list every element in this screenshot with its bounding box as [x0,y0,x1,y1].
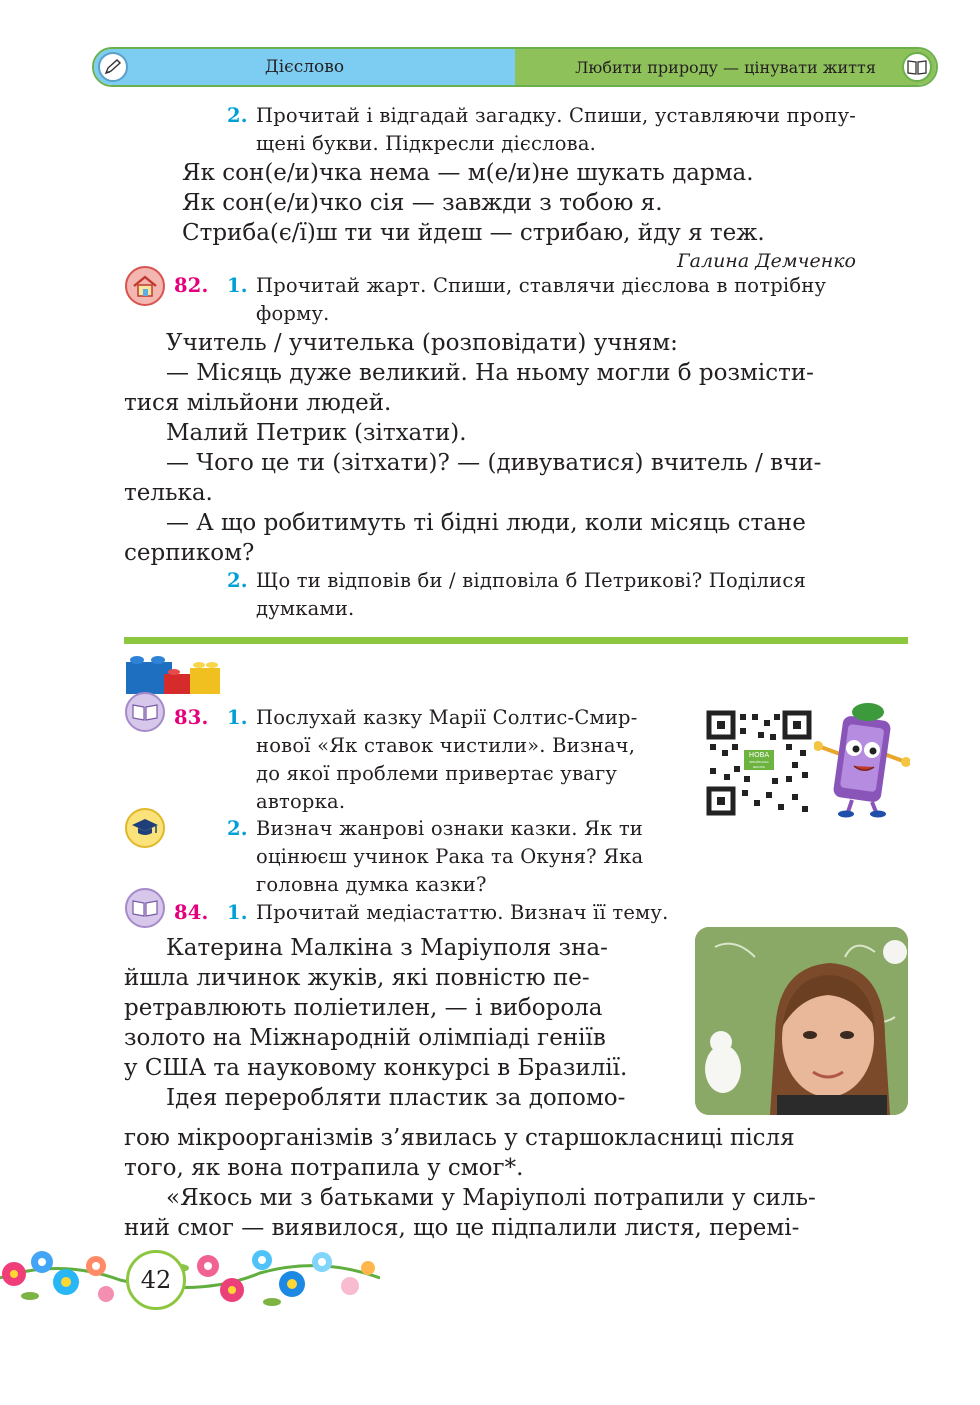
instruction-line: Послухай казку Марії Солтис-Смир- [256,706,638,729]
instruction-line: Що ти відповів би / відповіла б Петрикові? Поділися [256,569,806,592]
article-line: гою мікроорганізмів з’явилась у старшокласниці після [124,1125,795,1151]
instruction-line: авторка. [256,790,346,813]
instruction-line: Прочитай і відгадай загадку. Спиши, уставляючи пропу- [256,104,857,127]
task-number: 1. [227,706,248,729]
header-section-left [94,49,515,85]
article-line: золото на Міжнародній олімпіаді геніїв [124,1025,606,1051]
joke-line: Учитель / учителька (розповідати) учням: [166,330,678,356]
task-instruction [256,567,908,623]
joke-line: — А що робитимуть ті бідні люди, коли місяць стане [166,510,806,536]
header-title-left: Дієслово [264,57,345,77]
article-text-wrapped [124,933,678,1113]
joke-text [124,328,908,568]
section-divider [124,637,908,644]
article-line: «Якось ми з батьками у Маріуполі потрапили у силь- [166,1185,816,1211]
header-title-right: Любити природу — цінувати життя [575,57,876,77]
riddle-line: Як сон(е/и)чка нема — м(е/и)не шукать дарма. [182,160,754,186]
article-line: у США та науковому конкурсі в Бразилії. [124,1055,628,1081]
joke-line: серпиком? [124,540,255,566]
article-line: того, як вона потрапила у смог*. [124,1155,524,1181]
flower-border-icon [0,1238,380,1322]
instruction-line: щені букви. Підкресли дієслова. [256,132,597,155]
task-number: 2. [227,569,248,592]
student-photo [695,927,908,1115]
joke-line: тися мільйони людей. [124,390,392,416]
exercise-number: 83. [174,706,209,729]
task-instruction [256,102,908,158]
riddle [182,158,765,248]
header-section-right [515,49,936,85]
task-number: 2. [227,104,248,127]
instruction-line: думками. [256,597,355,620]
instruction-line: оцінюєш учинок Рака та Окуня? Яка [256,845,644,868]
task-instruction: Прочитай медіастаттю. Визнач її тему. [256,901,669,924]
task-number: 1. [227,274,248,297]
instruction-line: нової «Як ставок чистили». Визнач, [256,734,636,757]
home-icon [125,266,165,306]
article-line: ний смог — виявилося, що це підпалили листя, перемі- [124,1215,800,1241]
qr-code[interactable] [706,710,812,816]
article-line: йшла личинок жуків, які повністю пе- [124,965,590,991]
phone-mascot-icon [814,700,910,822]
open-book-icon [125,692,165,732]
page-number: 42 [126,1250,186,1310]
page-header [92,47,938,87]
instruction-line: форму. [256,302,330,325]
joke-line: телька. [124,480,213,506]
article-line: Катерина Малкіна з Маріуполя зна- [166,935,608,961]
task-instruction [256,704,686,816]
task-instruction [256,272,908,328]
instruction-line: головна думка казки? [256,873,487,896]
task-instruction [256,815,696,899]
book-icon [902,52,932,82]
open-book-icon [125,888,165,928]
instruction-line: Прочитай жарт. Спиши, ставлячи дієслова в потрібну [256,274,827,297]
article-line: Ідея переробляти пластик за допомо- [166,1085,626,1111]
qr-logo [744,750,774,770]
pen-icon [98,52,128,82]
instruction-line: до якої проблеми привертає увагу [256,762,618,785]
qr-logo-title: НОВА [748,751,770,759]
graduation-cap-icon [125,808,165,848]
exercise-number: 84. [174,901,209,924]
task-number: 1. [227,901,248,924]
article-text [124,1123,908,1243]
joke-line: Малий Петрик (зітхати). [166,420,467,446]
exercise-number: 82. [174,274,209,297]
riddle-line: Як сон(е/и)чко сія — завжди з тобою я. [182,190,663,216]
task-number: 2. [227,817,248,840]
joke-line: — Місяць дуже великий. На ньому могли б розмісти- [166,360,814,386]
article-line: ретравлюють поліетилен, — і виборола [124,995,603,1021]
riddle-line: Стриба(є/ї)ш ти чи йдеш — стрибаю, йду я теж. [182,220,765,246]
instruction-line: Визнач жанрові ознаки казки. Як ти [256,817,644,840]
joke-line: — Чого це ти (зітхати)? — (дивуватися) вчитель / вчи- [166,450,822,476]
riddle-author: Галина Демченко [677,250,856,272]
qr-logo-subtitle: УКРАЇНСЬКА ШКОЛА [749,760,769,769]
